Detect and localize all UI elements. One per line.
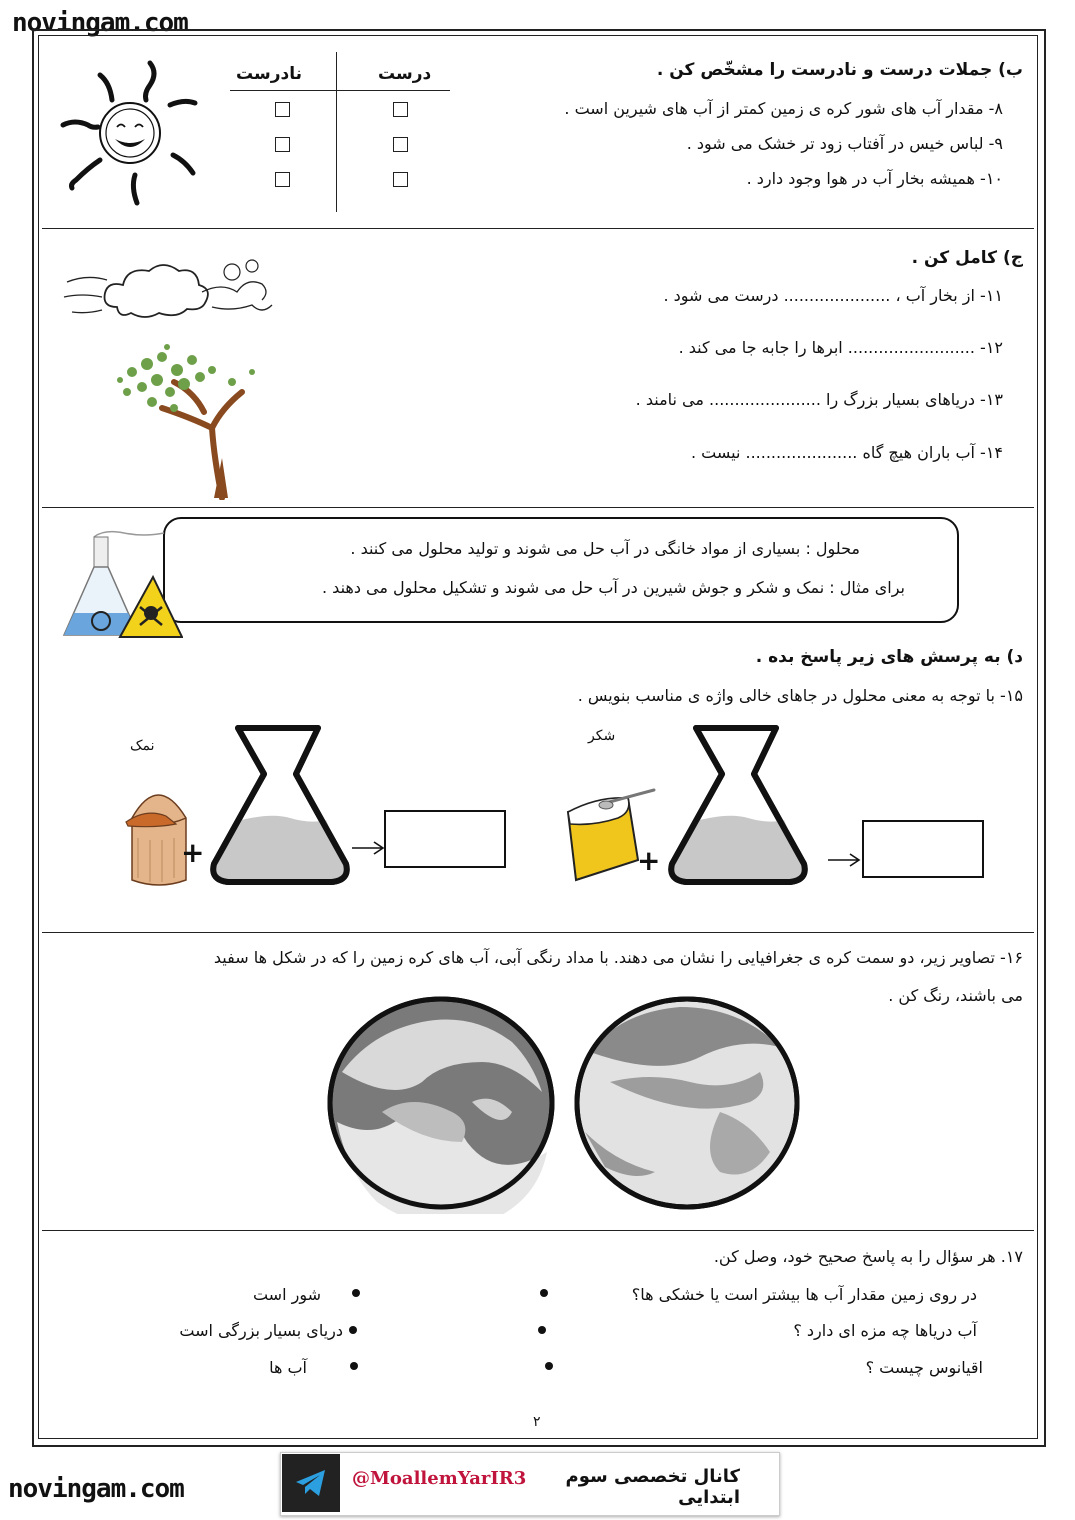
telegram-icon xyxy=(294,1467,328,1499)
label-salt: نمک xyxy=(130,738,155,754)
match-dot-answer-3[interactable] xyxy=(350,1362,358,1370)
question-17-title: ۱۷. هر سؤال را به پاسخ صحیح خود، وصل کن. xyxy=(713,1247,1023,1266)
channel-title: کانال تخصصی سوم ابتدایی xyxy=(565,1466,740,1508)
checkbox-true-10[interactable] xyxy=(393,172,408,187)
site-name-footer[interactable]: novingam.com xyxy=(8,1474,184,1504)
match-question-3: اقیانوس چیست ؟ xyxy=(865,1358,983,1377)
divider-b-c xyxy=(42,228,1034,229)
match-question-1: در روی زمین مقدار آب ها بیشتر است یا خشکی ها؟ xyxy=(631,1285,977,1304)
checkbox-false-10[interactable] xyxy=(275,172,290,187)
smiling-sun-illustration xyxy=(55,55,205,210)
match-dot-question-2[interactable] xyxy=(538,1326,546,1334)
salt-flask-illustration xyxy=(200,720,360,890)
match-question-2: آب دریاها چه مزه ای دارد ؟ xyxy=(793,1321,977,1340)
column-false-label: نادرست xyxy=(236,64,302,84)
question-16-line2: می باشند، رنگ کن . xyxy=(888,986,1023,1005)
tf-statement-10: ۱۰- همیشه بخار آب در هوا وجود دارد . xyxy=(746,169,1003,188)
fill-blank-13: ۱۳- دریاهای بسیار بزرگ را ...................... می نامند . xyxy=(635,390,1003,409)
tf-statement-9: ۹- لباس خیس در آفتاب زود تر خشک می شود . xyxy=(686,134,1003,153)
divider-c-note xyxy=(42,507,1034,508)
question-16-line1: ۱۶- تصاویر زیر، دو سمت کره ی جغرافیایی را نشان می دهند. با مداد رنگی آبی، آب های کره زمین را که در شکل ها سفید xyxy=(213,948,1023,967)
match-dot-answer-1[interactable] xyxy=(352,1289,360,1297)
salt-shaker-illustration xyxy=(124,778,190,888)
match-answer-2: دریای بسیار بزرگی است xyxy=(179,1321,343,1340)
site-name-header[interactable]: novingam.com xyxy=(12,8,188,38)
answer-box-sugar-solution[interactable] xyxy=(862,820,984,878)
note-example: برای مثال : نمک و شکر و جوش شیرین در آب حل می شوند و تشکیل محلول می دهند . xyxy=(322,578,905,597)
tree-in-wind-illustration xyxy=(112,342,282,500)
answer-box-salt-solution[interactable] xyxy=(384,810,506,868)
plus-sign-sugar: + xyxy=(637,844,661,877)
channel-handle: @MoallemYarIR3 xyxy=(352,1468,527,1489)
match-dot-answer-2[interactable] xyxy=(349,1326,357,1334)
globe-hemisphere-right[interactable] xyxy=(570,992,804,1214)
match-answer-1: شور است xyxy=(252,1285,321,1304)
fill-blank-11: ۱۱- از بخار آب ، ..................... درست می شود . xyxy=(663,286,1003,305)
page-number: ۲ xyxy=(533,1414,541,1430)
tf-table-header-line xyxy=(230,90,450,91)
checkbox-true-9[interactable] xyxy=(393,137,408,152)
fill-blank-12: ۱۲- ......................... ابرها را جابه جا می کند . xyxy=(678,338,1003,357)
page-border-inner xyxy=(38,35,1038,1439)
label-sugar: شکر xyxy=(588,728,616,744)
hazard-flask-illustration xyxy=(58,527,183,645)
arrow-salt-icon xyxy=(350,840,386,856)
section-b-title: ب) جملات درست و نادرست را مشخّص کن . xyxy=(656,60,1023,80)
divider-16-17 xyxy=(42,1230,1034,1231)
tf-statement-8: ۸- مقدار آب های شور کره ی زمین کمتر از آب های شیرین است . xyxy=(564,99,1003,118)
divider-15-16 xyxy=(42,932,1034,933)
match-dot-question-1[interactable] xyxy=(540,1289,548,1297)
question-15: ۱۵- با توجه به معنی محلول در جاهای خالی واژه ی مناسب بنویس . xyxy=(577,686,1023,705)
note-definition: محلول : بسیاری از مواد خانگی در آب حل می شوند و تولید محلول می کنند . xyxy=(350,539,860,558)
checkbox-false-8[interactable] xyxy=(275,102,290,117)
fill-blank-14: ۱۴- آب باران هیچ گاه ...................... نیست . xyxy=(690,443,1003,462)
section-c-title: ج) کامل کن . xyxy=(911,248,1023,268)
sugar-flask-illustration xyxy=(658,720,818,890)
column-true-label: درست xyxy=(378,64,432,84)
checkbox-true-8[interactable] xyxy=(393,102,408,117)
match-dot-question-3[interactable] xyxy=(545,1362,553,1370)
match-answer-3: آب ها xyxy=(269,1358,307,1377)
arrow-sugar-icon xyxy=(826,852,862,868)
tf-table-divider xyxy=(336,52,337,212)
solution-note-box xyxy=(163,517,959,623)
checkbox-false-9[interactable] xyxy=(275,137,290,152)
globe-hemisphere-left[interactable] xyxy=(322,992,560,1214)
section-d-title: د) به پرسش های زیر پاسخ بده . xyxy=(755,647,1023,667)
plus-sign-salt: + xyxy=(181,836,205,869)
windy-cloud-illustration xyxy=(62,252,282,332)
